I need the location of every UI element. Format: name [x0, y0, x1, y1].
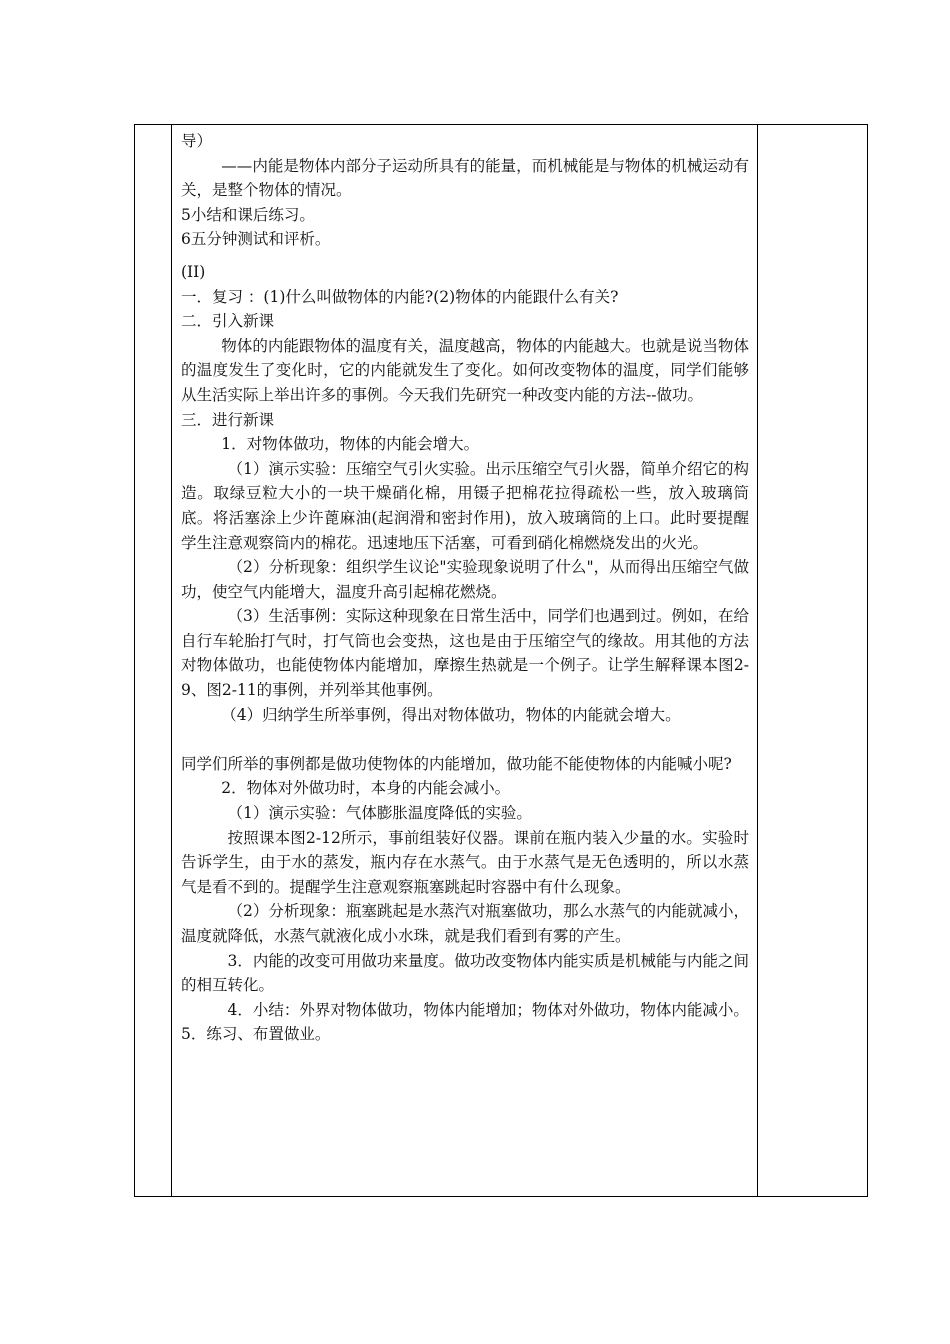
paragraph: 6五分钟测试和评析。	[181, 230, 331, 249]
paragraph: 按照课本图2-12所示，事前组装好仪器。课前在瓶内装入少量的水。实验时告诉学生，由于水的蒸发，瓶内存在水蒸气。由于水蒸气是无色透明的，所以水蒸气是看不到的。提醒学生注意观察瓶塞跳起时容器中有什么现象。	[181, 828, 749, 896]
right-column-cell	[757, 125, 867, 1196]
paragraph: ——内能是物体内部分子运动所具有的能量，而机械能是与物体的机械运动有关，是整个物体的情况。	[181, 156, 749, 200]
left-column-cell	[135, 125, 172, 1196]
paragraph: （2）分析现象：组织学生议论"实验现象说明了什么"，从而得出压缩空气做功，使空气内能增大，温度升高引起棉花燃烧。	[181, 558, 749, 601]
paragraph: 同学们所举的事例都是做功使物体的内能增加，做功能不能使物体的内能喊小呢?	[181, 754, 732, 773]
paragraph: 3．内能的改变可用做功来量度。做功改变物体内能实质是机械能与内能之间的相互转化。	[181, 951, 749, 995]
paragraph: （4）归纳学生所举事例，得出对物体做功，物体的内能就会增大。	[221, 705, 681, 724]
lesson-table	[134, 124, 868, 1197]
paragraph: 2．物体对外做功时，本身的内能会减小。	[221, 779, 511, 798]
paragraph: 一．复习 ：(1)什么叫做物体的内能?(2)物体的内能跟什么有关?	[181, 287, 619, 306]
paragraph: 物体的内能跟物体的温度有关，温度越高，物体的内能越大。也就是说当物体的温度发生了变化时，它的内能就发生了变化。如何改变物体的温度，同学们能够从生活实际上举出许多的事例。今天我们先研究一种改变内能的方法--做功。	[181, 336, 749, 404]
paragraph: (II)	[181, 262, 206, 281]
paragraph: 5．练习、布置做业。	[181, 1025, 331, 1044]
paragraph: （1）演示实验：气体膨胀温度降低的实验。	[227, 804, 532, 823]
paragraph: 1．对物体做功，物体的内能会增大。	[221, 435, 480, 454]
paragraph: 4．小结：外界对物体做功，物体内能增加；物体对外做功，物体内能减小。	[227, 1000, 749, 1019]
paragraph: 三．进行新课	[181, 410, 275, 429]
paragraph: （3）生活事例：实际这种现象在日常生活中，同学们也遇到过。例如，在给自行车轮胎打气时，打气筒也会变热，这也是由于压缩空气的缘故。用其他的方法对物体做功，也能使物体内能增加，摩擦生热就是一个例子。让学生解释课本图2-9、图2-11的事例，并列举其他事例。	[181, 607, 749, 700]
paragraph: （1）演示实验：压缩空气引火实验。出示压缩空气引火器，简单介绍它的构造。取绿豆粒大小的一块干燥硝化棉，用镊子把棉花拉得疏松一些，放入玻璃筒底。将活塞涂上少许蓖麻油(起润滑和密封作用)，放入玻璃筒的上口。此时要提醒学生注意观察筒内的棉花。迅速地压下活塞，可看到硝化棉燃烧发出的火光。	[181, 459, 749, 552]
paragraph: 5小结和课后练习。	[181, 205, 315, 224]
paragraph: （2）分析现象：瓶塞跳起是水蒸汽对瓶塞做功，那么水蒸气的内能就减小，温度就降低，水蒸气就液化成小水珠，就是我们看到有雾的产生。	[181, 902, 749, 945]
lesson-content-cell	[181, 129, 749, 1047]
paragraph: 导）	[181, 132, 213, 150]
paragraph: 二．引入新课	[181, 312, 275, 331]
